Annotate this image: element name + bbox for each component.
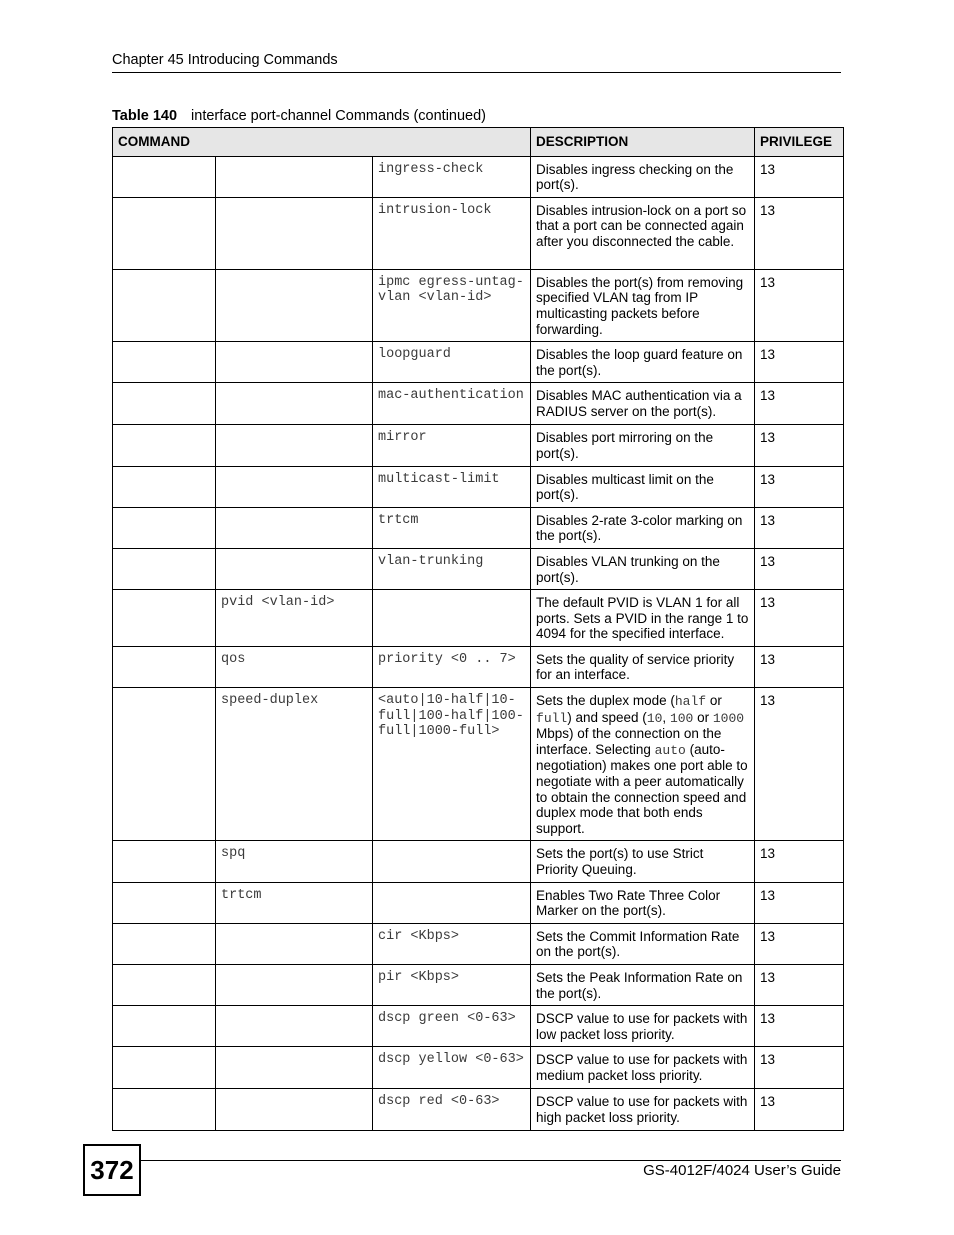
description-cell: Enables Two Rate Three Color Marker on the port(s). [531, 882, 755, 923]
command-cell-c1 [113, 841, 216, 882]
table-row [113, 964, 844, 1005]
table-row [113, 269, 844, 341]
privilege-cell: 13 [755, 507, 844, 548]
command-cell-c2 [216, 466, 373, 507]
command-cell-c3: <auto|10-half|10-full|100-half|100-full|1000-full> [373, 688, 531, 841]
description-cell: Disables the loop guard feature on the port(s). [531, 342, 755, 383]
description-cell: Disables the port(s) from removing specified VLAN tag from IP multicasting packets before forwarding. [531, 269, 755, 341]
privilege-cell: 13 [755, 1047, 844, 1089]
command-cell-c2: pvid <vlan-id> [216, 590, 373, 647]
privilege-cell: 13 [755, 882, 844, 923]
command-cell-c3: trtcm [373, 507, 531, 548]
description-cell: Disables ingress checking on the port(s). [531, 156, 755, 197]
command-cell-c2: spq [216, 841, 373, 882]
description-text: or [693, 709, 713, 725]
table-row [113, 156, 844, 197]
description-cell: Disables MAC authentication via a RADIUS server on the port(s). [531, 383, 755, 425]
privilege-cell: 13 [755, 1006, 844, 1047]
command-cell-c1 [113, 507, 216, 548]
command-cell-c2: trtcm [216, 882, 373, 923]
command-cell-c2 [216, 269, 373, 341]
description-cell: Disables intrusion-lock on a port so that a port can be connected again after you disconnected the cable. [531, 197, 755, 269]
command-cell-c1 [113, 548, 216, 589]
command-cell-c2 [216, 197, 373, 269]
table-row [113, 923, 844, 964]
command-cell-c1 [113, 1047, 216, 1089]
command-cell-c3: vlan-trunking [373, 548, 531, 589]
description-cell: Disables VLAN trunking on the port(s). [531, 548, 755, 589]
command-cell-c3: mac-authentication [373, 383, 531, 425]
command-cell-c3: dscp red <0-63> [373, 1089, 531, 1130]
command-cell-c1 [113, 882, 216, 923]
table-caption-label: Table 140 [112, 108, 178, 124]
command-cell-c3: cir <Kbps> [373, 923, 531, 964]
privilege-cell: 13 [755, 841, 844, 882]
privilege-cell: 13 [755, 342, 844, 383]
table-row [113, 466, 844, 507]
description-cell: Disables 2-rate 3-color marking on the port(s). [531, 507, 755, 548]
command-cell-c3 [373, 590, 531, 647]
command-cell-c2 [216, 1006, 373, 1047]
inline-code: 10 [646, 710, 663, 726]
table-row [113, 590, 844, 647]
command-cell-c3: mirror [373, 425, 531, 466]
command-cell-c1 [113, 590, 216, 647]
guide-title: GS-4012F/4024 User’s Guide [643, 1162, 841, 1179]
command-cell-c3 [373, 882, 531, 923]
command-cell-c1 [113, 688, 216, 841]
command-cell-c1 [113, 269, 216, 341]
description-text: or [706, 693, 722, 709]
page-number: 372 [83, 1144, 141, 1196]
command-cell-c2: speed-duplex [216, 688, 373, 841]
command-cell-c1 [113, 156, 216, 197]
command-cell-c3: ipmc egress-untag-vlan <vlan-id> [373, 269, 531, 341]
privilege-cell: 13 [755, 1089, 844, 1130]
privilege-cell: 13 [755, 383, 844, 425]
command-cell-c2 [216, 964, 373, 1005]
privilege-cell: 13 [755, 964, 844, 1005]
column-header-description: DESCRIPTION [531, 128, 755, 157]
description-cell: Sets the quality of service priority for an interface. [531, 646, 755, 687]
command-cell-c2 [216, 342, 373, 383]
command-cell-c1 [113, 466, 216, 507]
command-cell-c3: ingress-check [373, 156, 531, 197]
command-cell-c1 [113, 383, 216, 425]
inline-code: half [674, 694, 707, 710]
description-cell: The default PVID is VLAN 1 for all ports. Sets a PVID in the range 1 to 4094 for the specified interface. [531, 590, 755, 647]
table-row [113, 646, 844, 687]
command-cell-c1 [113, 425, 216, 466]
privilege-cell: 13 [755, 688, 844, 841]
privilege-cell: 13 [755, 548, 844, 589]
description-cell: Disables port mirroring on the port(s). [531, 425, 755, 466]
inline-code: auto [654, 742, 686, 758]
command-cell-c3: priority <0 .. 7> [373, 646, 531, 687]
command-cell-c1 [113, 1006, 216, 1047]
table-caption-text: interface port-channel Commands (continued) [191, 108, 487, 124]
table-row [113, 425, 844, 466]
command-cell-c3: dscp yellow <0-63> [373, 1047, 531, 1089]
command-cell-c2 [216, 1089, 373, 1130]
command-cell-c2 [216, 383, 373, 425]
command-cell-c2 [216, 425, 373, 466]
table-caption [112, 108, 486, 124]
table-row [113, 548, 844, 589]
description-text: Mbps) of the connection on the interface. Selecting [536, 726, 722, 757]
description-cell: Sets the Peak Information Rate on the port(s). [531, 964, 755, 1005]
table-header-row [113, 128, 844, 157]
description-cell: Sets the Commit Information Rate on the port(s). [531, 923, 755, 964]
command-cell-c1 [113, 923, 216, 964]
privilege-cell: 13 [755, 923, 844, 964]
command-cell-c3: intrusion-lock [373, 197, 531, 269]
inline-code: 100 [669, 710, 694, 726]
table-row [113, 841, 844, 882]
table-row [113, 1047, 844, 1089]
table-row [113, 383, 844, 425]
command-cell-c3: multicast-limit [373, 466, 531, 507]
chapter-header: Chapter 45 Introducing Commands [112, 52, 841, 73]
command-cell-c3: pir <Kbps> [373, 964, 531, 1005]
commands-table [112, 127, 844, 1131]
table-row [113, 688, 844, 841]
privilege-cell: 13 [755, 269, 844, 341]
description-cell: DSCP value to use for packets with high packet loss priority. [531, 1089, 755, 1130]
table-body [113, 156, 844, 1130]
description-cell: DSCP value to use for packets with medium packet loss priority. [531, 1047, 755, 1089]
table-row [113, 882, 844, 923]
command-cell-c1 [113, 197, 216, 269]
command-cell-c3 [373, 841, 531, 882]
privilege-cell: 13 [755, 197, 844, 269]
privilege-cell: 13 [755, 156, 844, 197]
privilege-cell: 13 [755, 590, 844, 647]
privilege-cell: 13 [755, 646, 844, 687]
table-row [113, 507, 844, 548]
command-cell-c2 [216, 507, 373, 548]
command-cell-c2: qos [216, 646, 373, 687]
command-cell-c2 [216, 923, 373, 964]
table-row [113, 197, 844, 269]
column-header-command: COMMAND [113, 128, 531, 157]
inline-code: full [536, 710, 568, 726]
description-text: Sets the duplex mode ( [536, 693, 675, 709]
footer-rule [139, 1160, 841, 1161]
command-cell-c3: dscp green <0-63> [373, 1006, 531, 1047]
inline-code: 1000 [712, 710, 745, 726]
command-cell-c1 [113, 646, 216, 687]
privilege-cell: 13 [755, 466, 844, 507]
command-cell-c3: loopguard [373, 342, 531, 383]
command-cell-c2 [216, 1047, 373, 1089]
description-cell: Sets the port(s) to use Strict Priority Queuing. [531, 841, 755, 882]
table-row [113, 1089, 844, 1130]
description-cell: Disables multicast limit on the port(s). [531, 466, 755, 507]
column-header-privilege: PRIVILEGE [755, 128, 844, 157]
privilege-cell: 13 [755, 425, 844, 466]
command-cell-c1 [113, 964, 216, 1005]
table-row [113, 1006, 844, 1047]
description-text: ) and speed ( [567, 709, 647, 725]
command-cell-c1 [113, 342, 216, 383]
description-cell [531, 688, 755, 841]
table-row [113, 342, 844, 383]
command-cell-c1 [113, 1089, 216, 1130]
description-text: (auto-negotiation) makes one port able to negotiate with a peer automatically to obtain the connection speed and duplex mode that both ends support. [536, 741, 748, 836]
command-cell-c2 [216, 156, 373, 197]
command-cell-c2 [216, 548, 373, 589]
description-text: , [662, 709, 670, 725]
description-cell: DSCP value to use for packets with low packet loss priority. [531, 1006, 755, 1047]
